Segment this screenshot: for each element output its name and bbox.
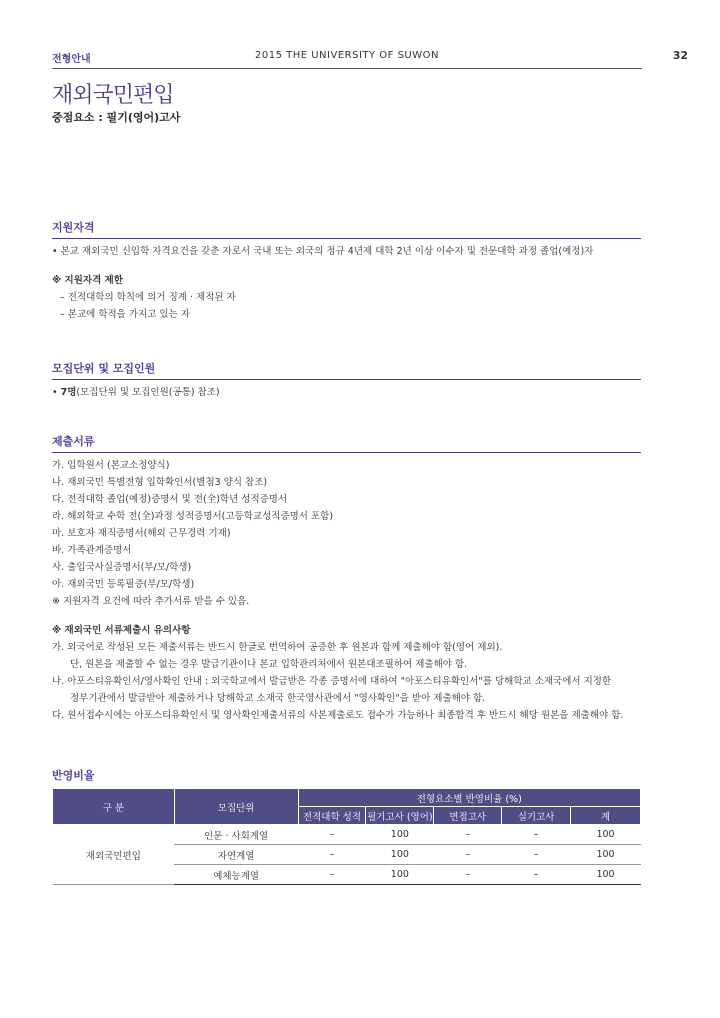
document-note: ※ 지원자격 요건에 따라 추가서류 받을 수 있음. xyxy=(52,596,250,607)
page-header xyxy=(52,46,688,69)
section-title: 제출서류 xyxy=(52,433,641,453)
value-cell: – xyxy=(502,825,571,845)
document-item: 다. 전적대학 졸업(예정)증명서 및 전(全)학년 성적증명서 xyxy=(52,494,288,505)
caution-item-cont: 단, 원본을 제출할 수 없는 경우 발급기관이나 본교 입학관리처에서 원본대조필하여 제출해야 함. xyxy=(70,659,468,670)
value-cell: 100 xyxy=(571,845,641,865)
caution-item: 가. 외국어로 작성된 모든 제출서류는 반드시 한글로 번역하여 공증한 후 원본과 함께 제출해야 함(영어 제외). xyxy=(52,642,503,653)
col-header: 실기고사 xyxy=(502,807,571,825)
value-cell: 100 xyxy=(366,825,434,845)
header-gubun: 구 분 xyxy=(53,789,175,825)
col-header: 면접고사 xyxy=(434,807,502,825)
eligibility-line: • 본교 재외국민 신입학 자격요건을 갖춘 자로서 국내 또는 외국의 정규 4년제 대학 2년 이상 이수자 및 전문대학 과정 졸업(예정)자 xyxy=(52,246,594,257)
section-quota xyxy=(52,360,641,401)
restriction-note: ※ 지원자격 제한 xyxy=(52,275,123,286)
value-cell: – xyxy=(502,865,571,885)
unit-cell: 인문 · 사회계열 xyxy=(174,825,298,845)
value-cell: 100 xyxy=(366,845,434,865)
col-header: 필기고사 (영어) xyxy=(366,807,434,825)
quota-line xyxy=(52,384,641,401)
value-cell: – xyxy=(298,825,366,845)
document-item: 마. 보호자 재직증명서(해외 근무경력 기재) xyxy=(52,528,231,539)
value-cell: – xyxy=(298,845,366,865)
section-title: 모집단위 및 모집인원 xyxy=(52,360,641,380)
page-number: 32 xyxy=(672,49,688,62)
ratio-table xyxy=(52,788,641,885)
value-cell: – xyxy=(298,865,366,885)
restriction-item: – 본교에 학적을 가지고 있는 자 xyxy=(60,309,190,320)
restriction-item: – 전적대학의 학칙에 의거 징계 · 제적된 자 xyxy=(60,292,236,303)
document-item: 가. 입학원서 (본교소정양식) xyxy=(52,460,170,471)
unit-cell: 자연계열 xyxy=(174,845,298,865)
document-item: 나. 재외국민 특별전형 입학확인서(별첨3 양식 참조) xyxy=(52,477,268,488)
section-title: 반영비율 xyxy=(52,769,95,782)
caution-title: ※ 재외국민 서류제출시 유의사항 xyxy=(52,625,191,636)
document-item: 라. 해외학교 수학 전(全)과정 성적증명서(고등학교성적증명서 포함) xyxy=(52,511,334,522)
gubun-cell: 재외국민편입 xyxy=(53,825,175,885)
value-cell: 100 xyxy=(571,865,641,885)
caution-item-cont: 정부기관에서 발급받아 제출하거나 당해학교 소재국 한국영사관에서 "영사확인"을 받아 제출해야 함. xyxy=(70,693,486,704)
header-section: 전형안내 xyxy=(52,54,91,65)
section-title: 지원자격 xyxy=(52,219,641,239)
page-title: 재외국민편입 xyxy=(52,83,174,108)
document-item: 사. 출입국사실증명서(부/모/학생) xyxy=(52,562,192,573)
value-cell: – xyxy=(434,845,502,865)
bullet: • xyxy=(52,387,61,398)
document-item: 아. 재외국민 등록필증(부/모/학생) xyxy=(52,579,195,590)
value-cell: 100 xyxy=(571,825,641,845)
section-eligibility xyxy=(52,219,641,323)
page-subtitle: 중점요소 : 필기(영어)고사 xyxy=(52,111,181,124)
header-unit: 모집단위 xyxy=(174,789,298,825)
header-title: 2015 THE UNIVERSITY OF SUWON xyxy=(254,50,439,61)
header-ratio: 전형요소별 반영비율 (%) xyxy=(298,789,640,807)
table-row xyxy=(53,825,641,845)
value-cell: 100 xyxy=(366,865,434,885)
document-item: 바. 가족관계증명서 xyxy=(52,545,132,556)
value-cell: – xyxy=(434,825,502,845)
unit-cell: 예체능계열 xyxy=(174,865,298,885)
col-header: 계 xyxy=(571,807,641,825)
caution-item: 나. 아포스티유확인서/영사확인 안내 : 외국학교에서 발급받은 각종 증명서에 대하여 "아포스티유확인서"를 당해학교 소재국에서 지정한 xyxy=(52,676,612,687)
quota-count: 7명 xyxy=(60,387,77,398)
section-documents xyxy=(52,433,641,724)
value-cell: – xyxy=(502,845,571,865)
quota-rest: (모집단위 및 모집인원(공통) 참조) xyxy=(76,387,220,398)
caution-item: 다. 원서접수시에는 아포스티유확인서 및 영사확인제출서류의 사본제출로도 접수가 가능하나 최종합격 후 반드시 해당 원본을 제출해야 함. xyxy=(52,710,624,721)
value-cell: – xyxy=(434,865,502,885)
col-header: 전적대학 성적 xyxy=(298,807,366,825)
section-ratio xyxy=(52,767,641,786)
